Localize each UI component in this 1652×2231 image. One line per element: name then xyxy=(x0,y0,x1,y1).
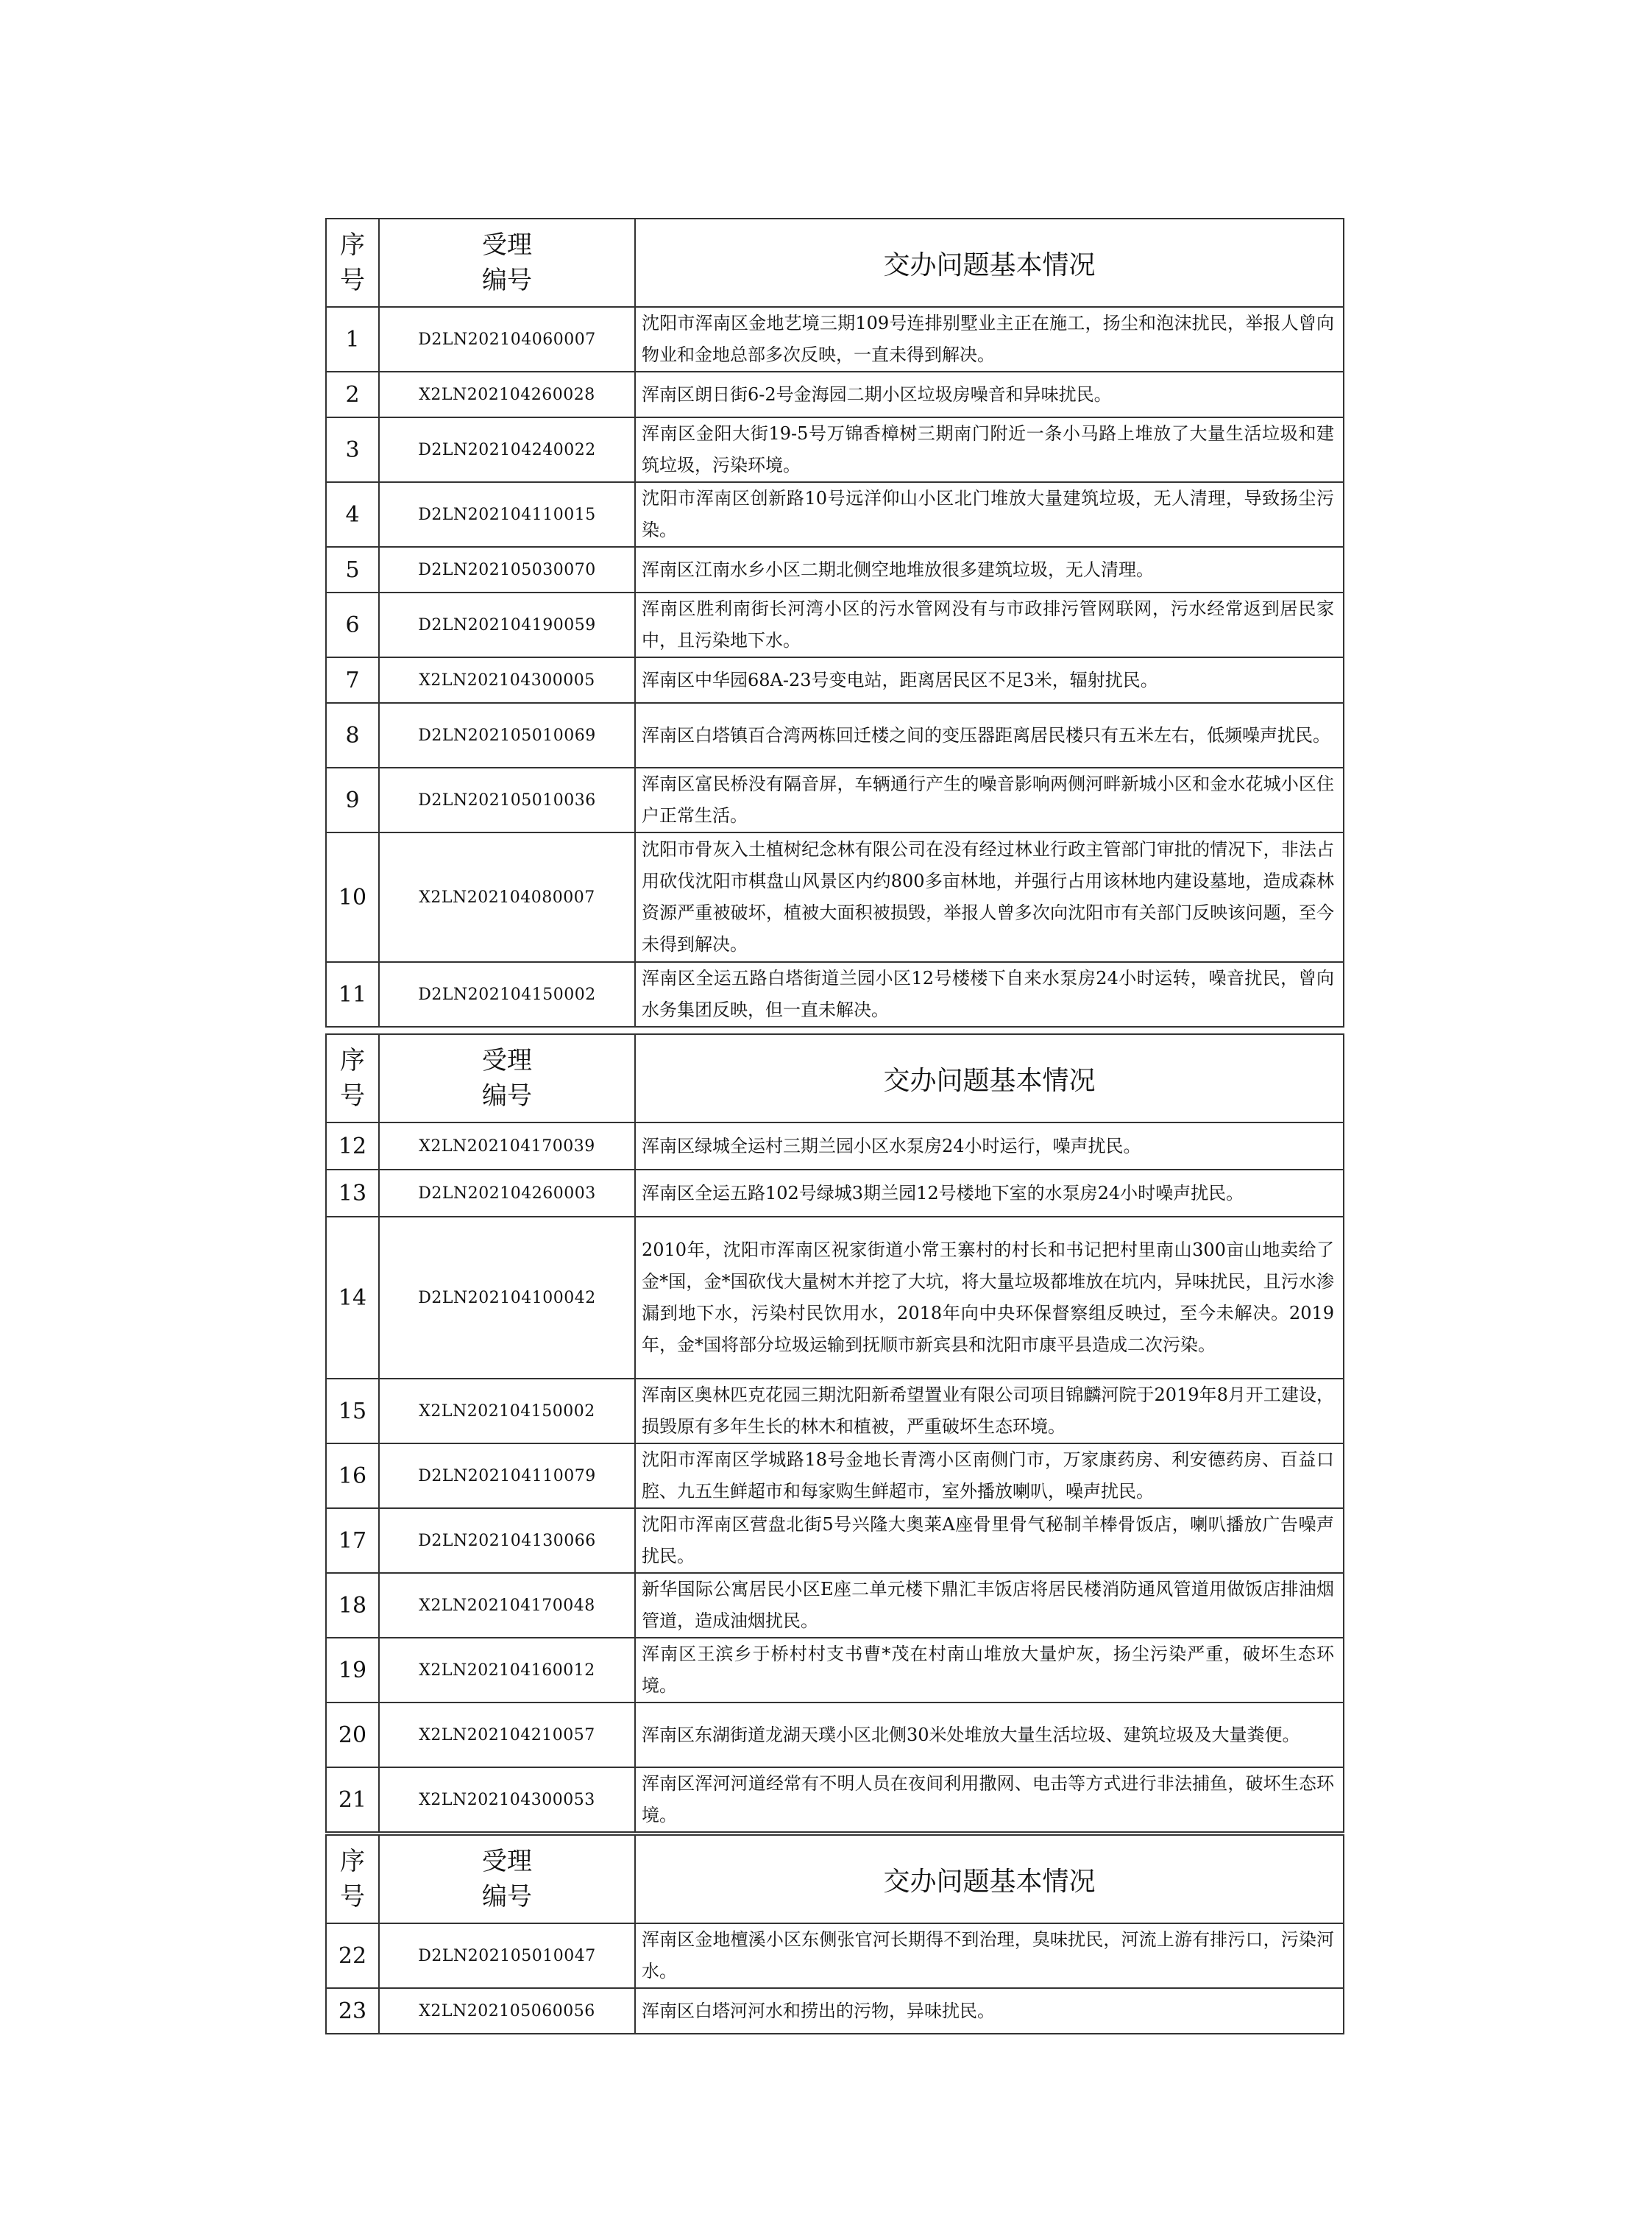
row-id: D2LN202105010047 xyxy=(379,1923,635,1988)
row-desc: 新华国际公寓居民小区E座二单元楼下鼎汇丰饭店将居民楼消防通风管道用做饭店排油烟管道，造成油烟扰民。 xyxy=(635,1573,1344,1638)
row-id: D2LN202104150002 xyxy=(379,962,635,1027)
row-seq: 12 xyxy=(326,1122,379,1170)
table-row xyxy=(326,768,1344,832)
row-desc: 沈阳市浑南区学城路18号金地长青湾小区南侧门市，万家康药房、利安德药房、百益口腔、九五生鲜超市和每家购生鲜超市，室外播放喇叭，噪声扰民。 xyxy=(635,1443,1344,1508)
row-seq: 2 xyxy=(326,372,379,417)
table-row xyxy=(326,1379,1344,1443)
table-row xyxy=(326,703,1344,768)
row-id: X2LN202104160012 xyxy=(379,1638,635,1703)
header-id: 受理 编号 xyxy=(379,1034,635,1122)
row-desc: 浑南区金地檀溪小区东侧张官河长期得不到治理，臭味扰民，河流上游有排污口，污染河水。 xyxy=(635,1923,1344,1988)
row-desc: 浑南区朗日街6-2号金海园二期小区垃圾房噪音和异味扰民。 xyxy=(635,372,1344,417)
row-id: X2LN202104170048 xyxy=(379,1573,635,1638)
table-row xyxy=(326,1217,1344,1379)
table-row xyxy=(326,1767,1344,1832)
row-seq: 19 xyxy=(326,1638,379,1703)
header-id: 受理 编号 xyxy=(379,219,635,307)
row-seq: 4 xyxy=(326,482,379,547)
table-row xyxy=(326,417,1344,482)
complaint-table-2 xyxy=(325,1033,1344,1833)
row-id: X2LN202104210057 xyxy=(379,1703,635,1767)
row-seq: 14 xyxy=(326,1217,379,1379)
header-seq: 序 号 xyxy=(326,219,379,307)
row-id: D2LN202104100042 xyxy=(379,1217,635,1379)
row-desc: 浑南区浑河河道经常有不明人员在夜间利用撒网、电击等方式进行非法捕鱼，破坏生态环境。 xyxy=(635,1767,1344,1832)
table-row xyxy=(326,307,1344,372)
table-row xyxy=(326,372,1344,417)
table-row xyxy=(326,1988,1344,2034)
row-seq: 8 xyxy=(326,703,379,768)
row-desc: 浑南区白塔镇百合湾两栋回迁楼之间的变压器距离居民楼只有五米左右，低频噪声扰民。 xyxy=(635,703,1344,768)
row-id: D2LN202105010036 xyxy=(379,768,635,832)
row-seq: 18 xyxy=(326,1573,379,1638)
complaint-table-1 xyxy=(325,218,1344,1028)
row-seq: 5 xyxy=(326,547,379,593)
header-desc: 交办问题基本情况 xyxy=(635,219,1344,307)
row-desc: 浑南区江南水乡小区二期北侧空地堆放很多建筑垃圾，无人清理。 xyxy=(635,547,1344,593)
row-id: X2LN202105060056 xyxy=(379,1988,635,2034)
row-seq: 23 xyxy=(326,1988,379,2034)
table-row xyxy=(326,1443,1344,1508)
row-id: X2LN202104150002 xyxy=(379,1379,635,1443)
table-row xyxy=(326,832,1344,962)
table-header-row xyxy=(326,1034,1344,1122)
table-row xyxy=(326,1508,1344,1573)
row-desc: 沈阳市浑南区营盘北街5号兴隆大奥莱A座骨里骨气秘制羊棒骨饭店，喇叭播放广告噪声扰民。 xyxy=(635,1508,1344,1573)
table-header-row xyxy=(326,1835,1344,1923)
header-desc: 交办问题基本情况 xyxy=(635,1034,1344,1122)
row-seq: 20 xyxy=(326,1703,379,1767)
header-desc: 交办问题基本情况 xyxy=(635,1835,1344,1923)
row-desc: 浑南区王滨乡于桥村村支书曹*茂在村南山堆放大量炉灰，扬尘污染严重，破坏生态环境。 xyxy=(635,1638,1344,1703)
table-row xyxy=(326,1122,1344,1170)
row-seq: 22 xyxy=(326,1923,379,1988)
row-seq: 16 xyxy=(326,1443,379,1508)
row-desc: 沈阳市浑南区创新路10号远洋仰山小区北门堆放大量建筑垃圾，无人清理，导致扬尘污染。 xyxy=(635,482,1344,547)
row-id: D2LN202104240022 xyxy=(379,417,635,482)
row-desc: 浑南区胜利南街长河湾小区的污水管网没有与市政排污管网联网，污水经常返到居民家中，且污染地下水。 xyxy=(635,593,1344,657)
row-desc: 浑南区全运五路102号绿城3期兰园12号楼地下室的水泵房24小时噪声扰民。 xyxy=(635,1170,1344,1217)
row-seq: 17 xyxy=(326,1508,379,1573)
row-id: D2LN202104060007 xyxy=(379,307,635,372)
row-desc: 浑南区白塔河河水和捞出的污物，异味扰民。 xyxy=(635,1988,1344,2034)
row-seq: 1 xyxy=(326,307,379,372)
table-row xyxy=(326,547,1344,593)
row-id: X2LN202104260028 xyxy=(379,372,635,417)
row-id: X2LN202104300053 xyxy=(379,1767,635,1832)
row-desc: 2010年，沈阳市浑南区祝家街道小常王寨村的村长和书记把村里南山300亩山地卖给了金*国，金*国砍伐大量树木并挖了大坑，将大量垃圾都堆放在坑内，异味扰民，且污水渗漏到地下水，污染村民饮用水，2018年向中央环保督察组反映过，至今未解决。2019年，金*国将部分垃圾运输到抚顺市新宾县和沈阳市康平县造成二次污染。 xyxy=(635,1217,1344,1379)
row-seq: 9 xyxy=(326,768,379,832)
table-row xyxy=(326,482,1344,547)
row-seq: 11 xyxy=(326,962,379,1027)
row-id: D2LN202104110015 xyxy=(379,482,635,547)
row-seq: 7 xyxy=(326,657,379,703)
row-desc: 浑南区奥林匹克花园三期沈阳新希望置业有限公司项目锦麟河院于2019年8月开工建设，损毁原有多年生长的林木和植被，严重破坏生态环境。 xyxy=(635,1379,1344,1443)
complaint-table-3 xyxy=(325,1834,1344,2034)
row-id: D2LN202104110079 xyxy=(379,1443,635,1508)
row-seq: 3 xyxy=(326,417,379,482)
row-desc: 浑南区富民桥没有隔音屏，车辆通行产生的噪音影响两侧河畔新城小区和金水花城小区住户正常生活。 xyxy=(635,768,1344,832)
header-seq: 序 号 xyxy=(326,1034,379,1122)
table-row xyxy=(326,1573,1344,1638)
header-seq: 序 号 xyxy=(326,1835,379,1923)
row-id: X2LN202104170039 xyxy=(379,1122,635,1170)
table-row xyxy=(326,1923,1344,1988)
table-row xyxy=(326,1170,1344,1217)
table-row xyxy=(326,1703,1344,1767)
row-seq: 21 xyxy=(326,1767,379,1832)
table-row xyxy=(326,962,1344,1027)
header-id: 受理 编号 xyxy=(379,1835,635,1923)
row-desc: 浑南区东湖街道龙湖天璞小区北侧30米处堆放大量生活垃圾、建筑垃圾及大量粪便。 xyxy=(635,1703,1344,1767)
row-id: D2LN202104190059 xyxy=(379,593,635,657)
row-id: D2LN202105030070 xyxy=(379,547,635,593)
table-row xyxy=(326,1638,1344,1703)
table-header-row xyxy=(326,219,1344,307)
row-seq: 10 xyxy=(326,832,379,962)
row-id: X2LN202104080007 xyxy=(379,832,635,962)
table-row xyxy=(326,657,1344,703)
row-desc: 浑南区全运五路白塔街道兰园小区12号楼楼下自来水泵房24小时运转，噪音扰民，曾向水务集团反映，但一直未解决。 xyxy=(635,962,1344,1027)
row-seq: 6 xyxy=(326,593,379,657)
row-desc: 浑南区金阳大街19-5号万锦香樟树三期南门附近一条小马路上堆放了大量生活垃圾和建筑垃圾，污染环境。 xyxy=(635,417,1344,482)
row-id: D2LN202105010069 xyxy=(379,703,635,768)
row-desc: 沈阳市浑南区金地艺境三期109号连排别墅业主正在施工，扬尘和泡沫扰民，举报人曾向物业和金地总部多次反映，一直未得到解决。 xyxy=(635,307,1344,372)
row-desc: 浑南区中华园68A-23号变电站，距离居民区不足3米，辐射扰民。 xyxy=(635,657,1344,703)
row-id: X2LN202104300005 xyxy=(379,657,635,703)
row-seq: 13 xyxy=(326,1170,379,1217)
row-id: D2LN202104130066 xyxy=(379,1508,635,1573)
row-id: D2LN202104260003 xyxy=(379,1170,635,1217)
row-desc: 沈阳市骨灰入土植树纪念林有限公司在没有经过林业行政主管部门审批的情况下，非法占用砍伐沈阳市棋盘山风景区内约800多亩林地，并强行占用该林地内建设墓地，造成森林资源严重被破坏，植被大面积被损毁，举报人曾多次向沈阳市有关部门反映该问题，至今未得到解决。 xyxy=(635,832,1344,962)
table-row xyxy=(326,593,1344,657)
row-desc: 浑南区绿城全运村三期兰园小区水泵房24小时运行，噪声扰民。 xyxy=(635,1122,1344,1170)
row-seq: 15 xyxy=(326,1379,379,1443)
